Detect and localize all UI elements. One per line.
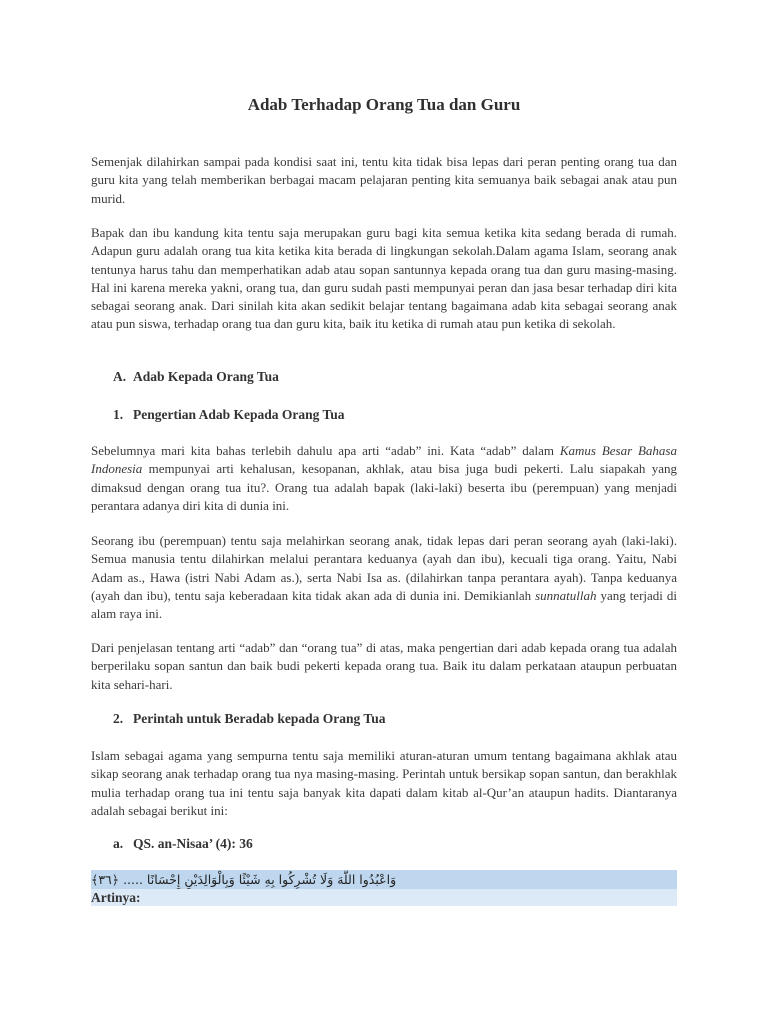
- arabic-verse-text: وَاعْبُدُوا اللَّهَ وَلَا تُشْرِكُوا بِهِ شَيْئًا وَبِالْوَالِدَيْنِ إِحْسَانًا ..... ﴿٣٦﴾: [91, 872, 397, 887]
- subsection-2-label: Perintah untuk Beradab kepada Orang Tua: [133, 711, 386, 726]
- subsection-1-heading: [113, 407, 345, 423]
- item-a-label: QS. an-Nisaa’ (4): 36: [133, 836, 253, 851]
- item-a-heading: [113, 836, 253, 852]
- sunnatullah-italic: sunnatullah: [535, 587, 597, 603]
- subsection-2-heading: [113, 711, 385, 727]
- document-title: Adab Terhadap Orang Tua dan Guru: [247, 95, 521, 114]
- subsection-1-paragraph-1: Sebelumnya mari kita bahas terlebih dahulu apa arti “adab” ini. Kata “adab” dalam Kamus Besar Bahasa Indonesia mempunyai arti kehalusan, kesopanan, akhlak, atau bisa juga budi pekerti. Lalu siapakah yang dimaksud dengan orang tua itu?. Orang tua adalah bapak (laki-laki) beserta ibu (perempuan) yang menjadi perantara adanya diri kita di dunia ini.: [91, 443, 677, 513]
- subsection-1-label: Pengertian Adab Kepada Orang Tua: [133, 407, 345, 422]
- section-a-heading: [113, 369, 279, 385]
- subsection-1-paragraph-3: Dari penjelasan tentang arti “adab” dan “orang tua” di atas, maka pengertian dari adab kepada orang tua adalah berperilaku sopan santun dan baik budi pekerti kepada orang tua. Baik itu dalam perkataan ataupun perbuatan kita sehari-hari.: [91, 640, 677, 692]
- artinya-label: Artinya:: [91, 890, 141, 905]
- arabic-verse: [91, 870, 677, 889]
- section-a-label: Adab Kepada Orang Tua: [133, 369, 279, 384]
- subsection-1-marker: 1.: [113, 407, 124, 422]
- item-a-marker: a.: [113, 836, 124, 851]
- intro-paragraph-1: Semenjak dilahirkan sampai pada kondisi saat ini, tentu kita tidak bisa lepas dari peran penting orang tua dan guru kita yang telah memberikan berbagai macam pelajaran penting kita semuanya baik sebagai anak atau pun murid.: [91, 154, 677, 206]
- subsection-2-paragraph-1: Islam sebagai agama yang sempurna tentu saja memiliki aturan-aturan umum tentang bagaimana akhlak atau sikap seorang anak terhadap orang tua nya masing-masing. Perintah untuk bersikap sopan santun, dan berakhlak mulia terhadap orang tua ini tentu saja banyak kita dapati dalam kitab al-Qur’an ataupun hadits. Diantaranya adalah sebagai berikut ini:: [91, 748, 677, 818]
- intro-paragraph-2: Bapak dan ibu kandung kita tentu saja merupakan guru bagi kita semua ketika kita sedang berada di rumah. Adapun guru adalah orang tua kita ketika kita berada di lingkungan sekolah.Dalam agama Islam, seorang anak tentunya harus tahu dan memperhatikan adab atau sopan santunnya kepada orang tua dan guru masing-masing. Hal ini karena mereka yakni, orang tua, dan guru sudah pasti mempunyai peran dan jasa besar terhadap diri kita sebagai seorang anak. Dari sinilah kita akan sedikit belajar tentang bagaimana adab kita sebagai seorang anak atau pun siswa, terhadap orang tua dan guru kita, baik itu ketika di rumah atau pun ketika di sekolah.: [91, 225, 677, 332]
- kbbi-italic: Kamus Besar Bahasa Indonesia: [91, 443, 677, 477]
- subsection-1-paragraph-2: Seorang ibu (perempuan) tentu saja melahirkan seorang anak, tidak lepas dari peran seorang ayah (laki-laki). Semua manusia tentu dilahirkan melalui perantara keduanya (ayah dan ibu), kecuali tiga orang. Yaitu, Nabi Adam as., Hawa (istri Nabi Adam as.), serta Nabi Isa as. (dilahirkan tanpa perantara ayah). Tanpa keduanya (ayah dan ibu), tentu saja keberadaan kita tidak akan ada di dunia ini. Demikianlah sunnatullah yang terjadi di alam raya ini.: [91, 533, 677, 622]
- section-a-marker: A.: [113, 369, 127, 384]
- subsection-2-marker: 2.: [113, 711, 124, 726]
